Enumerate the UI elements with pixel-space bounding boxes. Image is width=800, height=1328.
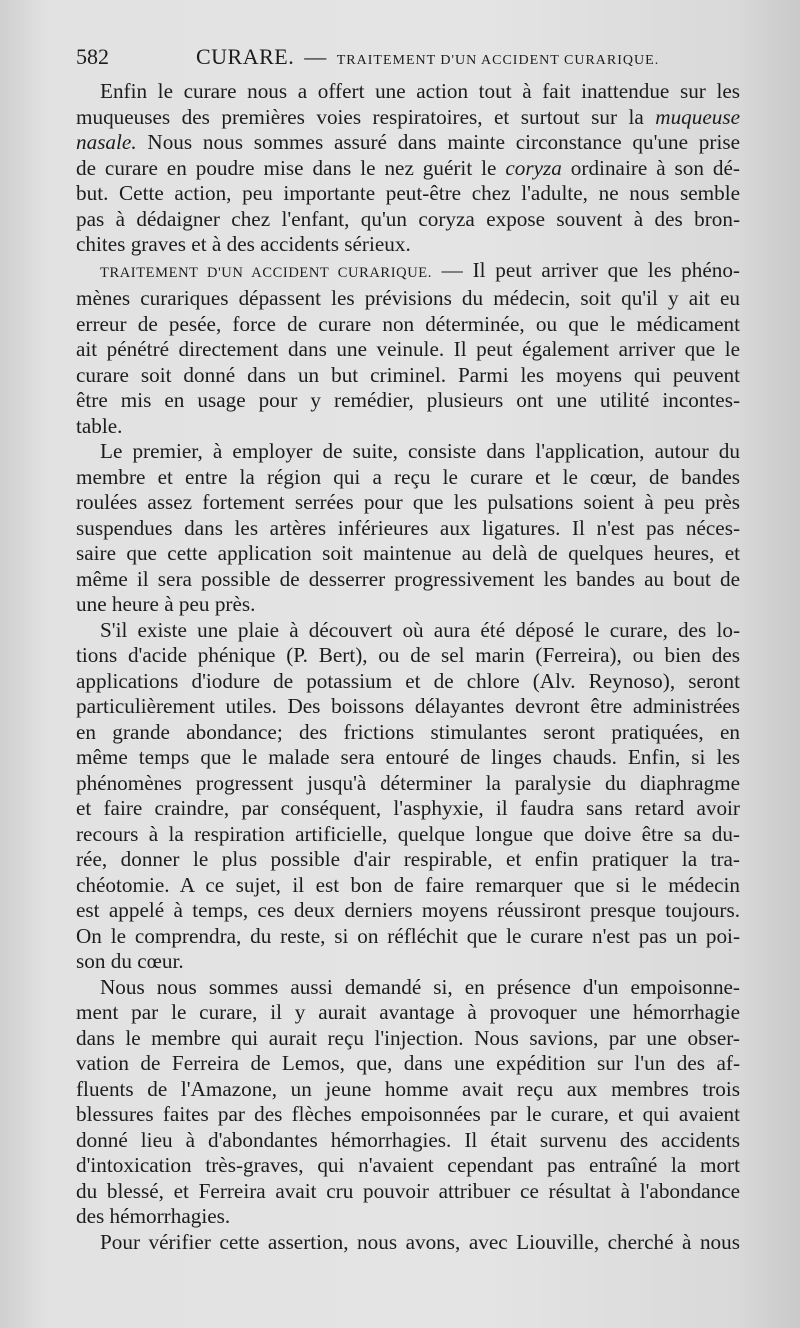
text-line xyxy=(76,1000,740,1026)
text-line xyxy=(76,363,740,389)
text-line xyxy=(76,822,740,848)
text-line xyxy=(76,414,740,440)
running-head-title: CURARE. xyxy=(196,44,295,69)
text-segment: but. Cette action, peu importante peut-être chez l'adulte, ne nous semble xyxy=(76,181,740,205)
body-text xyxy=(76,79,740,1255)
italic-text: coryza xyxy=(505,155,562,180)
text-segment: Pour vérifier cette assertion, nous avons, avec Liouville, cherché à nous xyxy=(100,1229,740,1254)
text-segment: même temps que le malade sera entouré de linges chauds. Enfin, si les xyxy=(76,745,740,769)
italic-text: muqueuse xyxy=(655,104,740,129)
text-line xyxy=(76,1077,740,1103)
text-segment: curare soit donné dans un but criminel. Parmi les moyens qui peuvent xyxy=(76,362,740,387)
text-segment: même il sera possible de desserrer progressivement les bandes au bout de xyxy=(76,566,740,591)
page-number: 582 xyxy=(76,44,109,69)
text-segment: dans le membre qui aurait reçu l'injection. Nous savions, par une obser- xyxy=(76,1025,740,1050)
text-segment: On le comprendra, du reste, si on réfléchit que le curare n'est pas un poi- xyxy=(76,923,740,948)
text-line xyxy=(76,1102,740,1128)
text-segment: erreur de pesée, force de curare non déterminée, ou que le médicament xyxy=(76,311,740,336)
text-segment: recours à la respiration artificielle, quelque longue que doive être sa du- xyxy=(76,821,740,846)
text-line xyxy=(76,105,740,131)
text-segment: muqueuses des premières voies respiratoires, et surtout sur la xyxy=(76,104,656,129)
text-segment: ait pénétré directement dans une veinule. Il peut également arriver que le xyxy=(76,337,740,361)
text-segment: tions d'acide phénique (P. Bert), ou de sel marin (Ferreira), ou bien des xyxy=(76,643,740,667)
text-line xyxy=(76,541,740,567)
text-line xyxy=(76,745,740,771)
text-line xyxy=(76,975,740,1001)
text-segment: Le premier, à employer de suite, consiste dans l'application, autour du xyxy=(100,439,740,463)
text-line xyxy=(76,490,740,516)
text-line xyxy=(76,465,740,491)
text-segment: blessures faites par des flèches empoisonnées par le curare, et qui avaient xyxy=(76,1102,740,1126)
text-line xyxy=(76,567,740,593)
text-segment: suspendues dans les artères inférieures aux ligatures. Il n'est pas néces- xyxy=(76,515,740,540)
text-line xyxy=(76,1051,740,1077)
page-header xyxy=(76,44,740,74)
text-line xyxy=(76,873,740,899)
text-segment: roulées assez fortement serrées pour que les pulsations soient à peu près xyxy=(76,490,740,514)
text-line xyxy=(76,669,740,695)
text-line xyxy=(76,337,740,363)
text-segment: rée, donner le plus possible d'air respirable, et enfin pratiquer la tra- xyxy=(76,847,740,871)
text-line xyxy=(76,1179,740,1205)
text-segment: mènes curariques dépassent les prévisions du médecin, soit qu'il y ait eu xyxy=(76,286,740,310)
text-line xyxy=(76,1128,740,1154)
text-line xyxy=(76,643,740,669)
text-segment: d'intoxication très-graves, qui n'avaient cependant pas entraîné la mort xyxy=(76,1153,740,1177)
text-line xyxy=(76,1230,740,1256)
text-segment: ment par le curare, il y aurait avantage à provoquer une hémorrhagie xyxy=(76,1000,740,1024)
text-segment: de curare en poudre mise dans le nez guérit le xyxy=(76,155,506,180)
running-head xyxy=(196,44,659,70)
text-line xyxy=(76,388,740,414)
text-line xyxy=(76,258,740,287)
text-segment: phénomènes progressent jusqu'à déterminer la paralysie du diaphragme xyxy=(76,770,740,795)
text-segment: est appelé à temps, ces deux derniers moyens réussiront presque toujours. xyxy=(76,898,740,922)
text-segment: vation de Ferreira de Lemos, que, dans une expédition sur l'un des af- xyxy=(76,1051,740,1075)
text-segment: Enfin le curare nous a offert une action tout à fait inattendue sur les xyxy=(100,79,740,103)
text-line xyxy=(76,181,740,207)
text-line xyxy=(76,232,740,258)
text-line xyxy=(76,156,740,182)
text-segment: applications d'iodure de potassium et de chlore (Alv. Reynoso), seront xyxy=(76,668,740,693)
text-segment: Nous nous sommes assuré dans mainte circonstance qu'une prise xyxy=(136,130,740,154)
text-segment: Nous nous sommes aussi demandé si, en présence d'un empoisonne- xyxy=(100,974,740,999)
text-segment: des hémorrhagies. xyxy=(76,1204,231,1228)
text-segment: son du cœur. xyxy=(76,949,184,973)
text-segment: et faire craindre, par conséquent, l'asphyxie, il faudra sans retard avoir xyxy=(76,796,740,820)
text-segment: chéotomie. A ce sujet, il est bon de faire remarquer que si le médecin xyxy=(76,872,740,897)
italic-text: nasale. xyxy=(76,130,137,154)
text-segment: S'il existe une plaie à découvert où aura été déposé le curare, des lo- xyxy=(100,617,740,642)
text-line xyxy=(76,924,740,950)
text-line xyxy=(76,1026,740,1052)
text-line xyxy=(76,439,740,465)
text-line xyxy=(76,1153,740,1179)
text-line xyxy=(76,130,740,156)
text-segment: donné lieu à d'abondantes hémorrhagies. Il était survenu des accidents xyxy=(76,1127,740,1152)
text-segment: saire que cette application soit maintenue au delà de quelques heures, et xyxy=(76,541,740,565)
text-segment: ordinaire à son dé- xyxy=(561,155,740,180)
text-line xyxy=(76,286,740,312)
running-head-subtitle: TRAITEMENT D'UN ACCIDENT CURARIQUE. xyxy=(336,53,660,68)
text-line xyxy=(76,720,740,746)
text-segment: une heure à peu près. xyxy=(76,592,256,616)
text-segment: membre et entre la région qui a reçu le curare et le cœur, de bandes xyxy=(76,464,740,489)
text-segment: en grande abondance; des frictions stimulantes seront pratiquées, en xyxy=(76,719,740,744)
section-heading: TRAITEMENT D'UN ACCIDENT CURARIQUE. xyxy=(100,264,432,281)
text-segment: table. xyxy=(76,413,123,438)
text-line xyxy=(76,949,740,975)
text-line xyxy=(76,694,740,720)
text-line xyxy=(76,79,740,105)
text-segment: pas à dédaigner chez l'enfant, qu'un coryza expose souvent à des bron- xyxy=(76,206,740,231)
text-line xyxy=(76,847,740,873)
text-segment: particulièrement utiles. Des boissons délayantes devront être administrées xyxy=(76,694,740,718)
text-segment: être mis en usage pour y remédier, plusieurs ont une utilité incontes- xyxy=(76,388,740,412)
text-line xyxy=(76,207,740,233)
text-segment: — Il peut arriver que les phéno- xyxy=(431,257,740,282)
text-line xyxy=(76,796,740,822)
text-line xyxy=(76,312,740,338)
text-segment: du blessé, et Ferreira avait cru pouvoir attribuer ce résultat à l'abondance xyxy=(76,1178,740,1203)
text-segment: fluents de l'Amazone, un jeune homme avait reçu aux membres trois xyxy=(76,1076,740,1101)
text-line xyxy=(76,592,740,618)
text-segment: chites graves et à des accidents sérieux. xyxy=(76,232,411,256)
text-line xyxy=(76,1204,740,1230)
text-line xyxy=(76,516,740,542)
text-line xyxy=(76,618,740,644)
running-head-dash: — xyxy=(304,44,327,69)
text-line xyxy=(76,771,740,797)
text-line xyxy=(76,898,740,924)
